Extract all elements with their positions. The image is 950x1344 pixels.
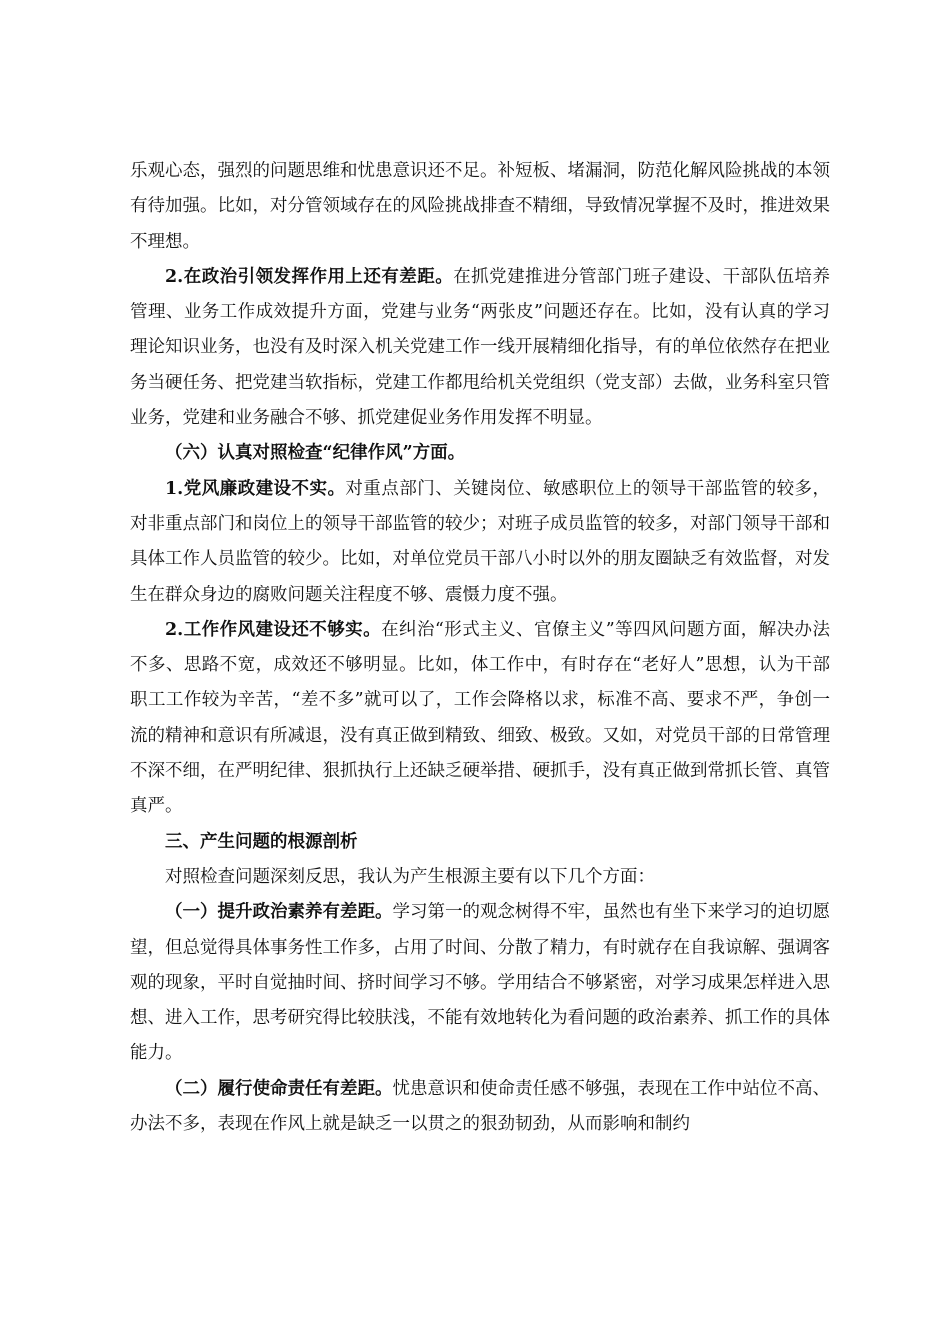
paragraph-text: 忧患意识和使命责任感不够强，表现在工作中站位不高、办法不多，表现在作风上就是缺乏一以贯之的狠劲韧劲，从而影响和制约 [130,1078,830,1135]
paragraph-lead: 2.工作作风建设还不够实。 [165,619,382,640]
paragraph-text: 对重点部门、关键岗位、敏感职位上的领导干部监管的较多，对非重点部门和岗位上的领导干部监管的较少；对班子成员监管的较多，对部门领导干部和具体工作人员监管的较少。比如，对单位党员干部八小时以外的朋友圈缺乏有效监督，对发生在群众身边的腐败问题关注程度不够、震慑力度不强。 [130,478,830,605]
paragraph-risk-continuation [130,154,830,260]
document-page [130,154,830,1142]
paragraph-political-literacy [130,895,830,1071]
paragraph-text: 在抓党建推进分管部门班子建设、干部队伍培养管理、业务工作成效提升方面，党建与业务“两张皮”问题还存在。比如，没有认真的学习理论知识业务，也没有及时深入机关党建工作一线开展精细化指导，有的单位依然存在把业务当硬任务、把党建当软指标，党建工作都甩给机关党组织（党支部）去做，业务科室只管业务，党建和业务融合不够、抓党建促业务作用发挥不明显。 [130,266,830,429]
paragraph-text: 在纠治“形式主义、官僚主义”等四风问题方面，解决办法不多、思路不宽，成效还不够明显。比如，体工作中，有时存在“老好人”思想，认为干部职工工作较为辛苦，“差不多”就可以了，工作会降格以求，标准不高、要求不严，争创一流的精神和意识有所减退，没有真正做到精致、细致、极致。又如，对党员干部的日常管理不深不细，在严明纪律、狠抓执行上还缺乏硬举措、硬抓手，没有真正做到常抓长管、真管真严。 [130,619,830,817]
paragraph-work-style [130,613,830,825]
paragraph-reflection-intro [130,860,830,895]
section-heading-root-causes: 三、产生问题的根源剖析 [165,831,358,852]
paragraph-lead: 2.在政治引领发挥作用上还有差距。 [165,266,454,287]
paragraph-mission-responsibility [130,1072,830,1143]
paragraph-lead: 1.党风廉政建设不实。 [165,478,346,499]
paragraph-text: 对照检查问题深刻反思，我认为产生根源主要有以下几个方面： [165,866,655,887]
paragraph-political-leadership [130,260,830,436]
paragraph-lead: （二）履行使命责任有差距。 [165,1078,393,1099]
paragraph-clean-governance [130,472,830,613]
paragraph-text: 学习第一的观念树得不牢，虽然也有坐下来学习的迫切愿望，但总觉得具体事务性工作多，占用了时间、分散了精力，有时就存在自我谅解、强调客观的现象，平时自觉抽时间、挤时间学习不够。学用结合不够紧密，对学习成果怎样进入思想、进入工作，思考研究得比较肤浅，不能有效地转化为看问题的政治素养、抓工作的具体能力。 [130,902,830,1064]
paragraph-lead: （一）提升政治素养有差距。 [165,902,393,923]
section-heading-discipline: （六）认真对照检查“纪律作风”方面。 [165,443,466,464]
paragraph-text: 乐观心态，强烈的问题思维和忧患意识还不足。补短板、堵漏洞，防范化解风险挑战的本领有待加强。比如，对分管领域存在的风险挑战排查不精细，导致情况掌握不及时，推进效果不理想。 [130,161,830,252]
